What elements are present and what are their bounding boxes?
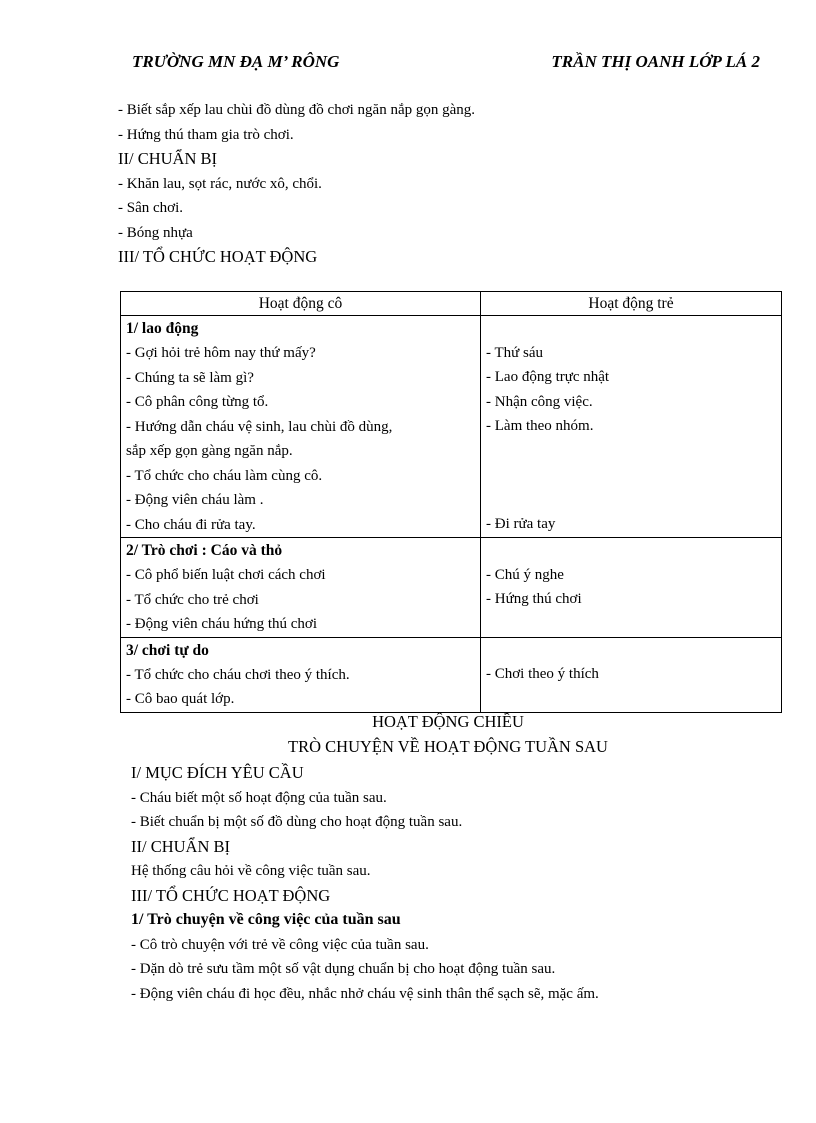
section-heading-purpose: I/ MỤC ĐÍCH YÊU CẦU xyxy=(131,763,304,782)
child-response: - Đi rửa tay xyxy=(486,516,556,532)
purpose-item: - Cháu biết một số hoạt động của tuần sau. xyxy=(131,789,387,806)
organize-item: - Động viên cháu đi học đều, nhắc nhở cháu vệ sinh thân thể sạch sẽ, mặc ấm. xyxy=(131,985,599,1002)
child-response: - Lao động trực nhật xyxy=(486,369,610,385)
afternoon-body xyxy=(131,761,771,1006)
child-response: - Làm theo nhóm. xyxy=(486,418,594,434)
teacher-step: - Tổ chức cho cháu chơi theo ý thích. xyxy=(126,666,350,683)
teacher-step: - Hướng dẫn cháu vệ sinh, lau chùi đồ dùng, xyxy=(126,418,393,435)
teacher-class: TRẦN THỊ OANH LỚP LÁ 2 xyxy=(551,52,760,71)
activity-subheading: 1/ Trò chuyện về công việc của tuần sau xyxy=(131,911,401,928)
table-row xyxy=(121,538,782,638)
organize-item: - Cô trò chuyện với trẻ về công việc của tuần sau. xyxy=(131,936,429,953)
child-response: - Hứng thú chơi xyxy=(486,591,582,607)
table-row xyxy=(121,316,782,538)
child-response: - Thứ sáu xyxy=(486,344,544,361)
table-header-row xyxy=(121,292,782,316)
child-cell xyxy=(481,316,782,538)
teacher-step: - Cô phân công từng tổ. xyxy=(126,394,269,410)
child-cell xyxy=(481,538,782,638)
section-heading-prepare: II/ CHUẨN BỊ xyxy=(118,149,217,168)
afternoon-subtitle: TRÒ CHUYỆN VỀ HOẠT ĐỘNG TUẦN SAU xyxy=(288,736,608,756)
col-header-teacher: Hoạt động cô xyxy=(121,292,481,316)
teacher-step: - Gợi hỏi trẻ hôm nay thứ mấy? xyxy=(126,345,316,361)
intro-line: - Biết sắp xếp lau chùi đồ dùng đồ chơi ngăn nắp gọn gàng. xyxy=(118,102,476,118)
school-name: TRƯỜNG MN ĐẠ M’ RÔNG xyxy=(132,52,340,71)
intro-section xyxy=(118,98,758,270)
teacher-step: - Tổ chức cho cháu làm cùng cô. xyxy=(126,467,323,484)
prepare-item: - Khăn lau, sọt rác, nước xô, chổi. xyxy=(118,175,322,192)
teacher-step: - Tổ chức cho trẻ chơi xyxy=(126,591,259,608)
organize-item: - Dặn dò trẻ sưu tầm một số vật dụng chuẩn bị cho hoạt động tuần sau. xyxy=(131,961,556,977)
section-heading-organize: III/ TỔ CHỨC HOẠT ĐỘNG xyxy=(118,247,318,266)
child-response: - Chú ý nghe xyxy=(486,566,564,583)
section-heading-prepare-2: II/ CHUẨN BỊ xyxy=(131,836,230,856)
activity-title: 2/ Trò chơi : Cáo và thỏ xyxy=(126,542,283,559)
col-header-child: Hoạt động trẻ xyxy=(481,292,782,316)
prepare-item: - Bóng nhựa xyxy=(118,224,193,241)
teacher-step: - Cô bao quát lớp. xyxy=(126,691,235,707)
teacher-step: - Cho cháu đi rửa tay. xyxy=(126,516,256,533)
child-response: - Chơi theo ý thích xyxy=(486,666,599,682)
teacher-step: sắp xếp gọn gàng ngăn nắp. xyxy=(126,443,293,459)
teacher-step: - Cô phổ biến luật chơi cách chơi xyxy=(126,567,326,583)
activity-title: 3/ chơi tự do xyxy=(126,641,209,659)
purpose-item: - Biết chuẩn bị một số đồ dùng cho hoạt động tuần sau. xyxy=(131,814,463,830)
afternoon-title: HOẠT ĐỘNG CHIỀU xyxy=(372,712,524,731)
intro-line: - Hứng thú tham gia trò chơi. xyxy=(118,126,294,143)
table-row xyxy=(121,637,782,712)
activity-title: 1/ lao động xyxy=(126,320,199,337)
section-heading-organize-2: III/ TỔ CHỨC HOẠT ĐỘNG xyxy=(131,885,331,905)
page-header xyxy=(132,52,760,76)
teacher-step: - Động viên cháu hứng thú chơi xyxy=(126,616,318,632)
afternoon-section xyxy=(118,710,778,759)
child-cell xyxy=(481,637,782,712)
child-response: - Nhận công việc. xyxy=(486,393,593,410)
teacher-step: - Động viên cháu làm . xyxy=(126,492,264,508)
prepare-text: Hệ thống câu hỏi về công việc tuần sau. xyxy=(131,863,371,879)
teacher-step: - Chúng ta sẽ làm gì? xyxy=(126,369,254,386)
activity-table xyxy=(120,291,782,713)
teacher-cell xyxy=(121,316,481,538)
prepare-item: - Sân chơi. xyxy=(118,200,184,216)
teacher-cell xyxy=(121,538,481,638)
teacher-cell xyxy=(121,637,481,712)
